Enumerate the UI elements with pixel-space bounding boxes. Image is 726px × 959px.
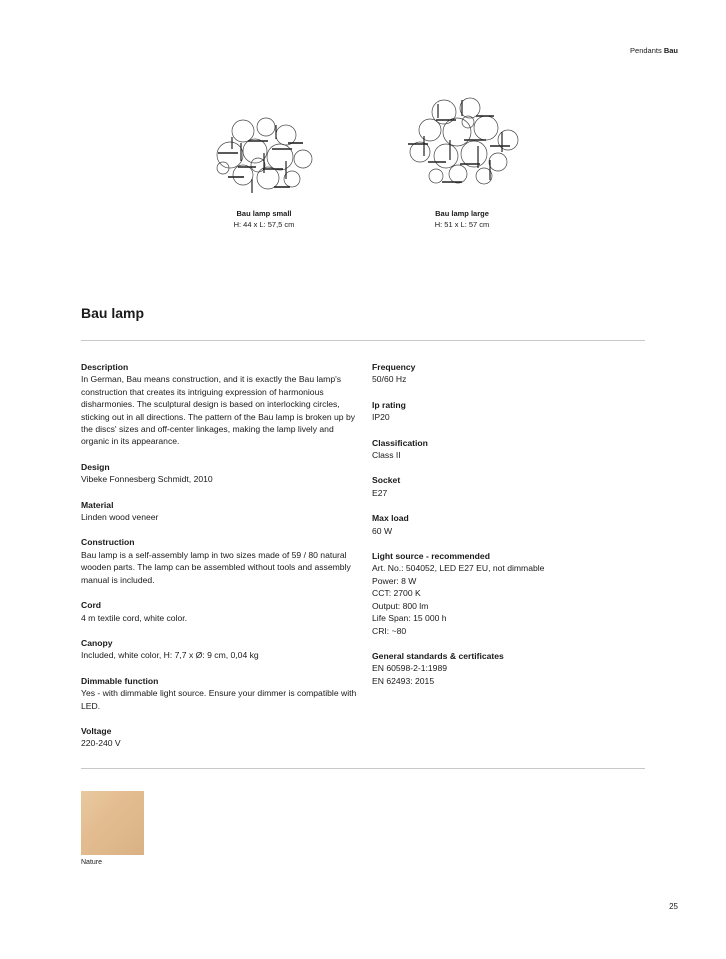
spec-value: In German, Bau means construction, and it is exactly the Bau lamp's construction that creates its intriguing expression of harmonious disharmonies. The sculptural design is based on interlocking circles, sticking out in all directions. The pattern of the Bau lamp is broken up by the discs' sizes and off-center linkages, making the lamp lively and organic in its appearance.	[81, 374, 356, 447]
spec-label: Max load	[372, 513, 409, 524]
spec-value: CCT: 2700 K	[372, 588, 421, 599]
spec-label: Dimmable function	[81, 675, 159, 686]
spec-label: Cord	[81, 600, 102, 611]
spec-light-source	[372, 550, 642, 637]
spec-value: Vibeke Fonnesberg Schmidt, 2010	[81, 474, 213, 485]
spec-cord	[81, 599, 361, 624]
breadcrumb-section: Pendants	[630, 46, 662, 55]
spec-material	[81, 499, 361, 524]
spec-value: Class II	[372, 450, 401, 461]
spec-value: 220-240 V	[81, 738, 121, 749]
page-title: Bau lamp	[81, 305, 145, 321]
lamp-small-name: Bau lamp small	[236, 209, 292, 218]
finish-label: Nature	[81, 859, 103, 866]
spec-value: EN 60598-2-1:1989	[372, 663, 448, 674]
spec-voltage	[81, 725, 361, 750]
spec-value: 4 m textile cord, white color.	[81, 612, 188, 623]
lamp-large-name: Bau lamp large	[435, 209, 489, 218]
spec-value: Output: 800 lm	[372, 600, 429, 611]
spec-value: 50/60 Hz	[372, 374, 407, 385]
spec-value: Linden wood veneer	[81, 512, 159, 523]
spec-label: Material	[81, 499, 114, 510]
spec-ip-rating	[372, 399, 642, 424]
spec-value: E27	[372, 487, 388, 498]
spec-canopy	[81, 637, 361, 662]
spec-label: Frequency	[372, 362, 416, 372]
spec-column-left	[81, 361, 361, 763]
spec-label: Ip rating	[372, 399, 406, 410]
spec-value: Bau lamp is a self-assembly lamp in two sizes made of 59 / 80 natural wooden parts. The lamp can be assembled without tools and assembly manual is included.	[81, 549, 351, 585]
page-number: 25	[669, 902, 678, 911]
top-divider	[81, 340, 645, 341]
spec-label: General standards & certificates	[372, 650, 504, 661]
spec-socket	[372, 474, 642, 499]
spec-label: Description	[81, 362, 129, 372]
finish-swatch-nature	[81, 791, 144, 855]
spec-label: Socket	[372, 475, 401, 486]
spec-dimmable	[81, 675, 361, 712]
lamp-large-dims: H: 51 x L: 57 cm	[434, 220, 490, 229]
spec-value: Yes - with dimmable light source. Ensure your dimmer is compatible with LED.	[81, 688, 357, 711]
spec-description	[81, 361, 361, 448]
spec-value: Life Span: 15 000 h	[372, 613, 447, 624]
spec-construction	[81, 536, 361, 586]
spec-standards	[372, 650, 642, 687]
spec-classification	[372, 437, 642, 462]
spec-label: Voltage	[81, 725, 112, 736]
spec-value: Included, white color, H: 7,7 x Ø: 9 cm, 0,04 kg	[81, 650, 259, 661]
spec-label: Canopy	[81, 637, 113, 648]
lamp-small-caption	[194, 208, 334, 230]
lamp-large-caption	[392, 208, 532, 230]
spec-label: Design	[81, 461, 110, 472]
spec-value: Art. No.: 504052, LED E27 EU, not dimmable	[372, 563, 545, 574]
spec-frequency	[372, 361, 642, 386]
bottom-divider	[81, 768, 645, 769]
spec-max-load	[372, 512, 642, 537]
spec-label: Light source - recommended	[372, 551, 490, 562]
spec-value: 60 W	[372, 525, 393, 536]
spec-value: Power: 8 W	[372, 575, 417, 586]
spec-value: EN 62493: 2015	[372, 675, 435, 686]
spec-label: Classification	[372, 437, 428, 448]
spec-value: IP20	[372, 412, 390, 423]
breadcrumb-product: Bau	[663, 46, 678, 55]
breadcrumb	[630, 46, 678, 55]
lamp-small-dims: H: 44 x L: 57,5 cm	[233, 220, 295, 229]
spec-column-right	[372, 361, 642, 700]
lamp-small-illustration	[208, 113, 318, 198]
lamp-large-illustration	[402, 96, 522, 188]
spec-value: CRI: ~80	[372, 625, 407, 636]
spec-design	[81, 461, 361, 486]
spec-label: Construction	[81, 537, 135, 548]
